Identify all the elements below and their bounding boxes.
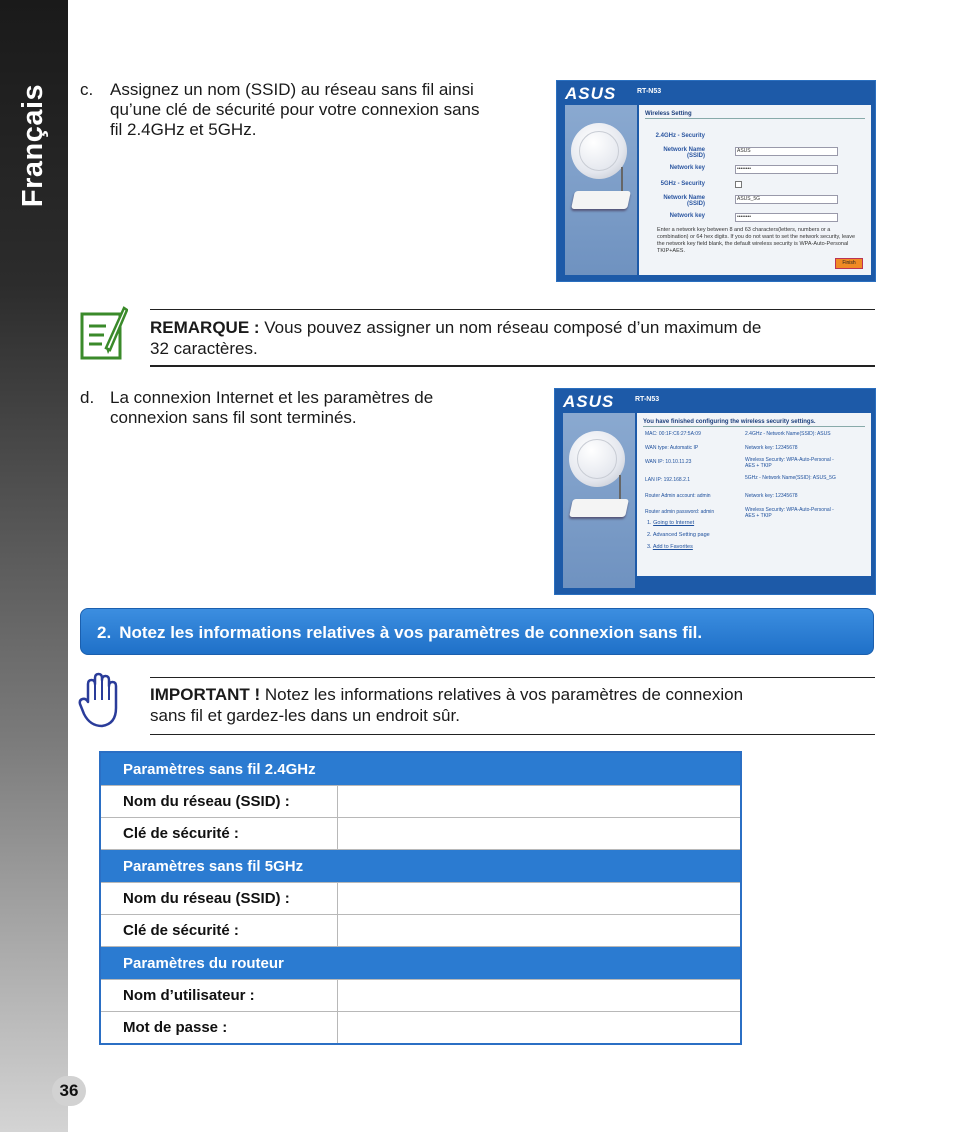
table-row [100,786,741,818]
step-c-text [110,80,480,140]
step-d-line: connexion sans fil sont terminés. [110,408,357,427]
key-5g-input[interactable]: •••••••• [735,213,838,222]
section-header-cell: Paramètres du routeur [100,947,741,980]
summary-item: Wireless Security: WPA-Auto-Personal - AES + TKIP [745,507,834,519]
summary-links [647,517,710,553]
globe-icon [571,123,627,179]
step-d-text [110,388,433,428]
key-24-blank[interactable] [338,818,742,850]
table-row [100,1012,741,1045]
important-text: sans fil et gardez-les dans un endroit sûr. [150,706,460,725]
asus-logo: ASUS [565,84,617,103]
field-label: Nom du réseau (SSID) : [100,883,338,915]
form-row [645,195,865,205]
summary-item: LAN IP: 192.168.2.1 [645,477,691,483]
password-blank[interactable] [338,1012,742,1045]
important-top-rule [150,677,875,678]
antenna-icon [619,475,621,501]
summary-item: WAN IP: 10.10.11.23 [645,459,692,465]
screenshot-header [557,81,875,103]
panel-title: Wireless Setting [645,111,865,119]
form-label: Network key [669,213,705,219]
summary-item: Router admin password: admin [645,509,715,515]
note-top-rule [150,309,875,310]
summary-link-item: 1. Going to Internet [647,520,695,526]
hand-icon [78,672,122,730]
summary-item: Network key: 12345678 [745,493,798,499]
router-icon [569,499,629,517]
section-title: Notez les informations relatives à vos paramètres de connexion sans fil. [119,623,703,642]
step-c-line: Assignez un nom (SSID) au réseau sans fil ainsi [110,80,474,99]
table-section-header [100,850,741,883]
remarque-label: REMARQUE : [150,318,260,337]
summary-item: 5GHz - Network Name(SSID): ASUS_5G [745,475,836,481]
wireless-setting-screenshot [556,80,876,282]
wireless-setting-panel [639,105,871,275]
advanced-setting-link[interactable]: Advanced Setting page [652,532,710,538]
router-model: RT-N53 [637,88,662,95]
screenshot-illustration [563,413,635,588]
form-label: 5GHz - Security [660,181,705,187]
antenna-icon [621,167,623,193]
router-model: RT-N53 [635,396,660,403]
form-row [645,147,865,157]
field-label: Clé de sécurité : [100,818,338,850]
field-label: Clé de sécurité : [100,915,338,947]
ssid-5g-input[interactable]: ASUS_5G [735,195,838,204]
note-icon [80,304,128,362]
table-row [100,980,741,1012]
internet-link[interactable]: Going to Internet [653,520,695,526]
summary-panel [637,413,871,576]
form-row [645,133,865,143]
language-sidebar [0,0,68,1132]
router-icon [571,191,631,209]
field-label: Mot de passe : [100,1012,338,1045]
ssid-24-blank[interactable] [338,786,742,818]
summary-screenshot [554,388,876,595]
step-c [80,80,550,144]
important-text: Notez les informations relatives à vos paramètres de connexion [260,685,744,704]
field-label: Nom d’utilisateur : [100,980,338,1012]
step-c-marker: c. [80,80,94,99]
summary-item: MAC: 00:1F:C6:27:5A:09 [645,431,701,437]
favorites-link[interactable]: Add to Favorites [652,544,693,550]
security-5g-checkbox[interactable] [735,181,742,188]
form-label: Network Name (SSID) [663,195,705,207]
table-section-header [100,947,741,980]
important-label: IMPORTANT ! [150,685,261,704]
section-header-cell: Paramètres sans fil 5GHz [100,850,741,883]
summary-item: Router Admin account: admin [645,493,711,499]
screenshot-header [555,389,875,411]
username-blank[interactable] [338,980,742,1012]
section-number: 2. [97,623,112,642]
remarque-text: 32 caractères. [150,339,258,358]
step-d-line: La connexion Internet et les paramètres de [110,388,434,407]
step-d [80,388,540,432]
remarque-text: Vous pouvez assigner un nom réseau composé d’un maximum de [259,318,762,337]
summary-item: 2.4GHz - Network Name(SSID): ASUS [745,431,831,437]
summary-heading: You have finished configuring the wireless security settings. [643,419,865,427]
important-note [150,684,875,726]
finish-button[interactable]: Finish [835,258,863,269]
summary-item: Network key: 12345678 [745,445,798,451]
note-bottom-rule [150,365,875,367]
table-row [100,883,741,915]
section-banner [80,608,874,655]
remarque-note [150,317,875,359]
language-label: Français [17,83,50,207]
form-label: Network key [669,165,705,171]
summary-link-item: 3. Add to Favorites [647,544,693,550]
form-row [645,181,865,191]
page-number: 36 [52,1076,86,1106]
step-d-marker: d. [80,388,95,407]
summary-link-item: 2. Advanced Setting page [647,532,710,538]
step-c-line: fil 2.4GHz et 5GHz. [110,120,257,139]
table-row [100,915,741,947]
form-label: Network Name (SSID) [663,147,705,159]
table-row [100,818,741,850]
form-row [645,165,865,175]
key-5g-blank[interactable] [338,915,742,947]
network-key-note: Enter a network key between 8 and 63 characters(letters, numbers or a combination) or 64 hex digits. If you do not want to set the network security, leave the network key field blank, the default wireless security is WPA-Auto-Personal TKIP+AES. [657,227,856,254]
summary-item: Wireless Security: WPA-Auto-Personal - AES + TKIP [745,457,834,469]
form-row [645,213,865,223]
screenshot-illustration [565,105,637,275]
ssid-24-input[interactable]: ASUS [735,147,838,156]
language-tab [0,80,68,210]
ssid-5g-blank[interactable] [338,883,742,915]
field-label: Nom du réseau (SSID) : [100,786,338,818]
summary-item: WAN type: Automatic IP [645,445,699,451]
settings-record-table [99,751,742,1045]
step-c-line: qu’une clé de sécurité pour votre connexion sans [110,100,480,119]
section-header-cell: Paramètres sans fil 2.4GHz [100,752,741,786]
asus-logo: ASUS [563,392,615,411]
key-24-input[interactable]: •••••••• [735,165,838,174]
important-bottom-rule [150,734,875,735]
table-section-header [100,752,741,786]
globe-icon [569,431,625,487]
form-label: 2.4GHz - Security [655,133,705,139]
